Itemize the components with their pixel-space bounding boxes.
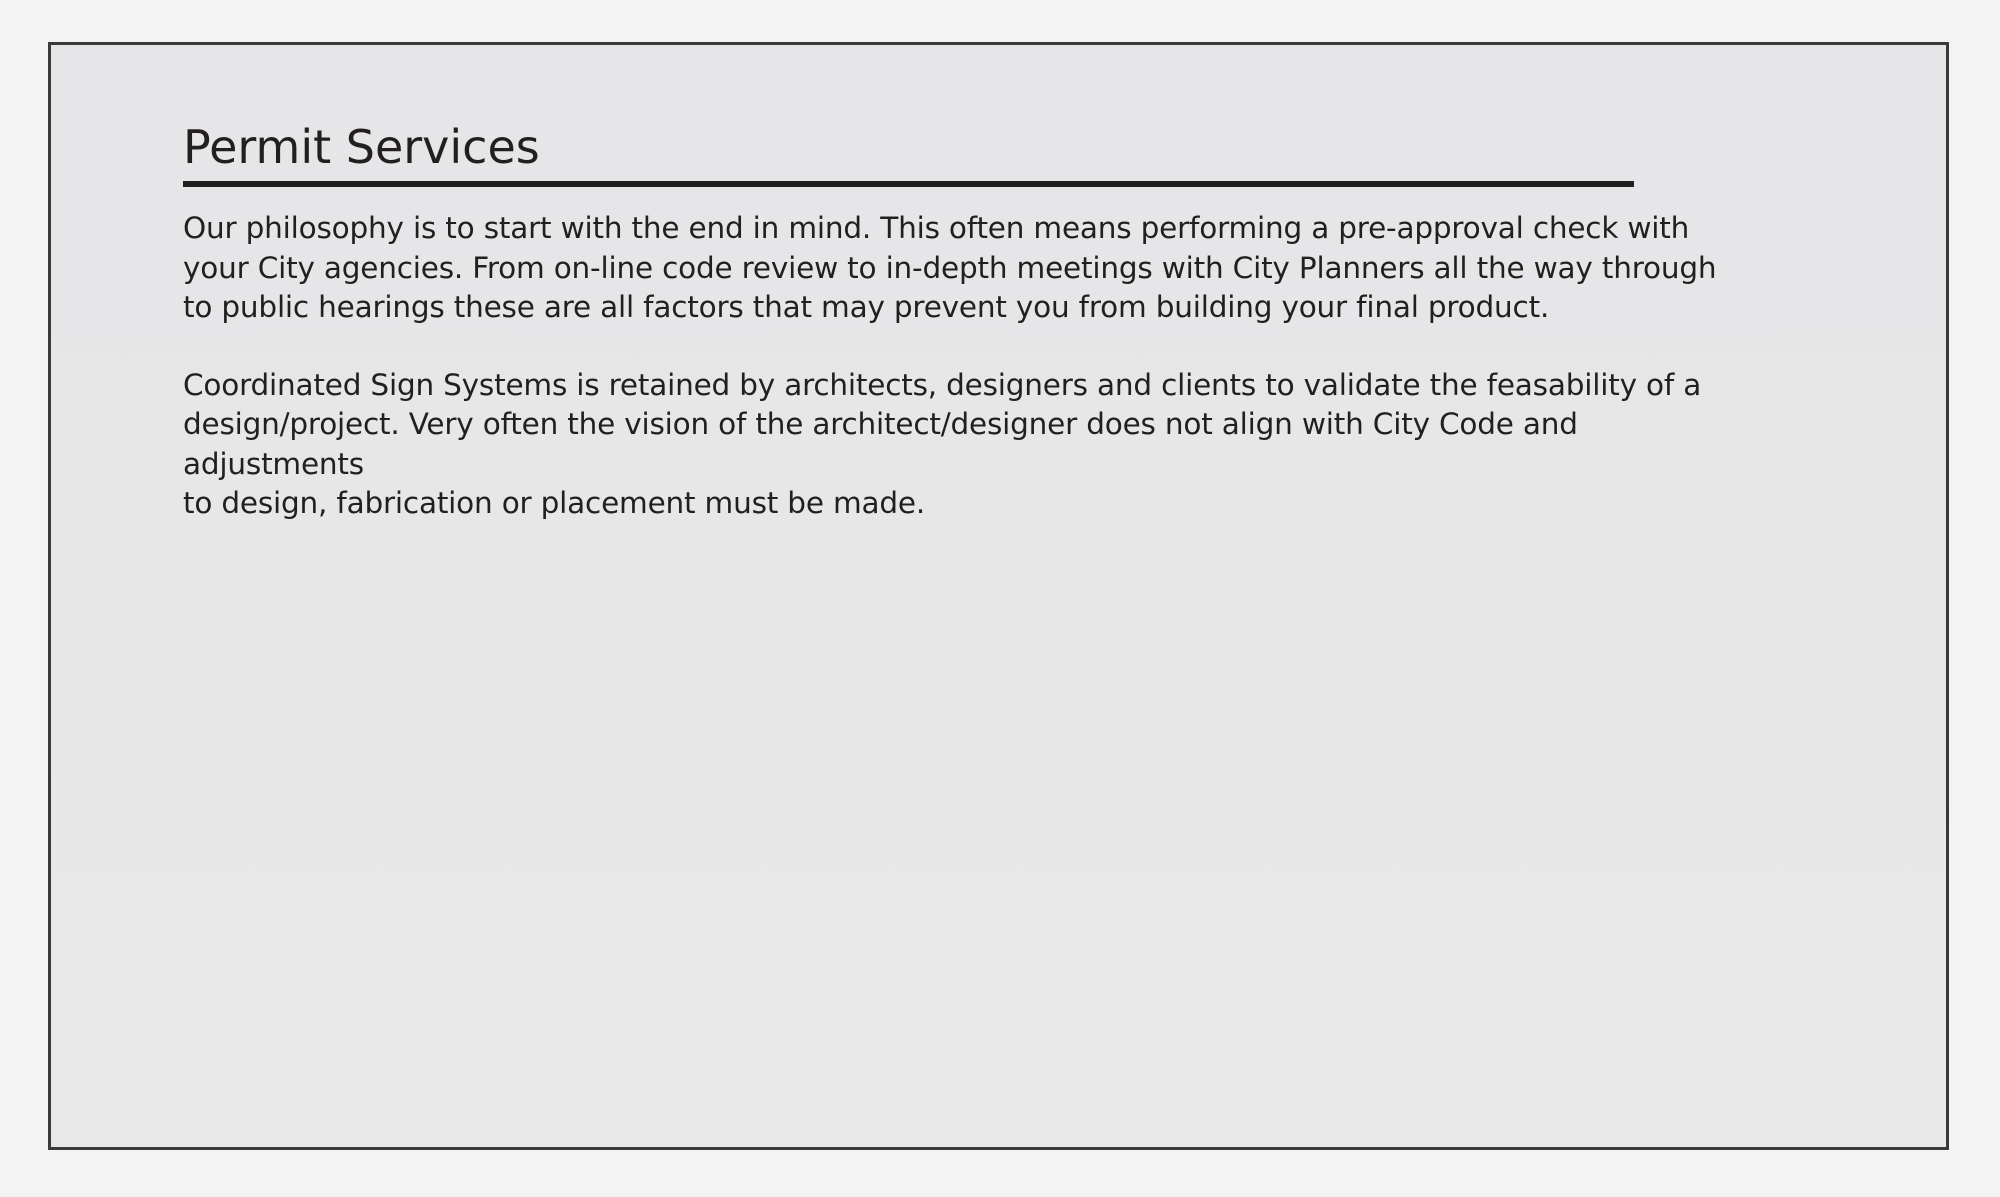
paragraph-philosophy: Our philosophy is to start with the end in mind. This often means performing a pre-approval check with your City agencies. From on-line code review to in-depth meetings with City Planners all the way through to public hearings these are all factors that may prevent you from building your final product. (183, 211, 1717, 324)
paragraph-coordinated-sign-systems: Coordinated Sign Systems is retained by architects, designers and clients to validate the feasability of a design/project. Very often the vision of the architect/designer does not align with City Code and adjustments to design, fabrication or placement must be made. (183, 367, 1702, 520)
page-title: Permit Services (183, 119, 1634, 187)
content-area (183, 119, 1733, 524)
content-panel (48, 42, 1949, 1150)
